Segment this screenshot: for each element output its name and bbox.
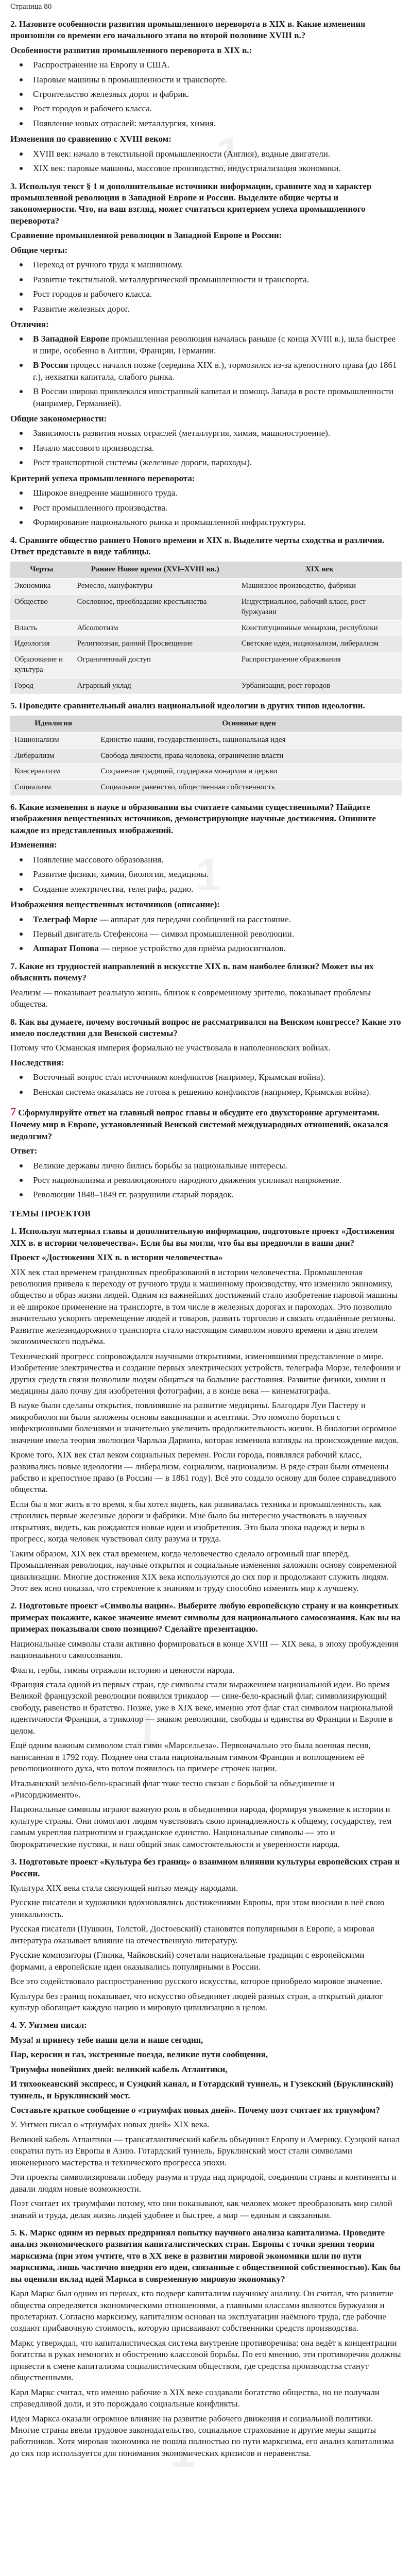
question-6 [10,802,402,955]
question-marker: 7 [10,1105,16,1118]
table-cell: Конституционные монархии, республики [237,620,402,636]
list-item: Переход от ручного труда к машинному. [10,259,402,270]
paragraph: Маркс утверждал, что капиталистическая система внутренне противоречива: она ведёт к концентрации богатства в руках немногих и обострению классовой борьбы. По его мнению, эти противоречия должны привести к смене капитализма социалистическим обществом, где средства производства станут общественными. [10,2337,401,2383]
list-item: Развитие железных дорог. [10,303,402,315]
section-heading: Особенности развития промышленного переворота в XIX в.: [10,45,252,55]
paragraph: Культура без границ показывает, что искусство объединяет людей разных стран, а открытый диалог культур обогащает каждую нацию и мировую цивилизацию в целом. [10,1991,383,2012]
question-5 [10,700,402,795]
question-4 [10,535,402,694]
page-number: Страница 80 [10,3,52,11]
list-item: Формирование национального рынка и промышленной инфраструктуры. [10,517,402,528]
question-text: 7. Какие из трудностей направлений в искусстве XIX в. вам наиболее близки? Может вы их объяснить почему? [10,961,374,983]
list-item: Начало массового производства. [10,443,402,454]
table-cell: Власть [10,620,73,636]
paragraph: Эти проекты символизировали победу разума и труда над природой, соединяли страны и континенты и давали людям новые возможности. [10,2172,397,2194]
list-item: Появление новых отраслей: металлургия, химия. [10,118,402,129]
body-text: промышленная революция началась раньше (с конца XVIII в.), шла быстрее и шире, особенно в Англии, Франции, Германии. [33,334,396,355]
list-item: Революции 1848–1849 гг. разрушили старый порядок. [10,1189,402,1200]
ideology-table [10,716,402,795]
consequences-list [10,1072,402,1098]
table-cell: Индустриальное, рабочий класс, рост буржуазии [237,595,402,621]
section-heading: Сравнение промышленной революции в Западной Европе и России: [10,230,282,241]
document-page [10,0,402,2478]
question-text: 2. Назовите особенности развития промышленного переворота в XIX в. Какие изменения произошли со времени его начального этапа во второй половине XVIII в.? [10,19,366,41]
images-list [10,914,402,955]
changes-list [10,854,402,895]
paragraph: Таким образом, XIX век стал временем, когда человечество сделало огромный шаг вперёд. Промышленная революция, научные открытия и социальные изменения заложили основу современной цивилизации. Многие достижения XIX века используются до сих пор и продолжают служить людям. Этот век ясно показал, что стремление к знаниям и труду способно изменить мир к лучшему. [10,1548,397,1593]
list-item: Паровые машины в промышленности и транспорте. [10,74,402,86]
projects-section [10,1208,402,2459]
quote-line: Муза! я принесу тебе наши цели и наше сегодня, [10,2035,203,2045]
answer-list [10,1160,402,1201]
question-text: 8. Как вы думаете, почему восточный вопрос не рассматривался на Венском конгрессе? Какие это имело последствия для Венской системы? [10,1016,401,1039]
table-cell: Единство нации, государственность, национальная идея [96,732,402,748]
common-list [10,259,402,315]
list-item: Зависимость развития новых отраслей (металлургия, химия, машиностроение). [10,428,402,439]
question-text-wrap [10,1104,402,1142]
paragraph: Русские писатели и художники вдохновлялись достижениями Европы, при этом вносили в неё свою уникальность. [10,1897,385,1919]
body-text: — первое устройство для приёма радиосигналов. [98,943,286,954]
comparison-table [10,562,402,693]
paragraph: Русские композиторы (Глинка, Чайковский) сочетали национальные традиции с европейскими формами, а европейские идеи оказывались популярными в России. [10,1950,365,1972]
section-heading: Ответ: [10,1146,38,1156]
list-item [10,333,402,357]
table-cell: Абсолютизм [73,620,237,636]
section-heading: Критерий успеха промышленного переворота: [10,473,195,483]
question-text: 3. Используя текст § 1 и дополнительные источники информации, сравните ход и характер промышленной революции в Западной Европе и России. Выделите общие черты и закономерности. Что, на ваш взгляд, может считаться критерием успеха промышленного переворота? [10,181,372,226]
table-cell: Социализм [10,780,96,795]
paragraph: Идеи Маркса оказали огромное влияние на развитие рабочего движения и социальной политики. Многие страны ввели трудовое законодательство, социальное страхование и другие меры защиты работников. Хотя мировая экономика не пошла полностью по пути марксизма, его анализ капитализма до сих пор используется для понимания экономических кризисов и неравенства. [10,2413,394,2458]
table-cell: Светские идеи, национализм, либерализм [237,636,402,652]
projects-heading: ТЕМЫ ПРОЕКТОВ [10,1208,91,1218]
question-text: 6. Какие изменения в науке и образовании вы считаете самыми существенными? Найдите изображения вещественных источников, демонстрирующие научные достижения. Опишите каждое из представленных изображений. [10,802,376,835]
feature-list [10,59,402,129]
table-cell: Ограниченный доступ [73,652,237,679]
table-row [10,678,402,693]
lead-text: В Западной Европе [33,334,109,344]
paragraph: Культура XIX века стала связующей нитью между народами. [10,1883,238,1893]
list-item: Рост промышленного производства. [10,502,402,514]
table-row [10,652,402,679]
question-3 [10,181,402,529]
table-cell: Ремесло, мануфактуры [73,579,237,595]
column-header: XIX век [237,562,402,578]
paragraph: Все это содействовало распространению русского искусства, которое приобрело мировое значение. [10,1976,383,1987]
lead-text: Телеграф Морзе [33,914,98,924]
list-item: Распространение на Европу и США. [10,59,402,71]
list-item [10,386,402,409]
question-2 [10,19,402,175]
main-chapter-question [10,1104,402,1201]
list-item [10,943,402,954]
table-cell: Экономика [10,579,73,595]
body-text: — аппарат для передачи сообщений на расстояние. [97,914,291,924]
list-item [10,360,402,383]
paragraph: Поэт считает их триумфами потому, что они показывают, как человек может преобразовать мир силой знаний и труда, делая жизнь людей удобнее и быстрее, а мир — единым и связанным. [10,2198,392,2220]
column-header: Идеология [10,716,96,732]
answer-text: Реализм — показывает реальную жизнь, близок к современному зрителю, показывает проблемы общества. [10,987,371,1009]
project-4-question: 4. У. Уитмен писал: [10,2020,87,2030]
question-text: 5. Проведите сравнительный анализ национальной идеологии в других типов идеологии. [10,700,365,710]
column-header: Черты [10,562,73,578]
column-header: Основные идеи [96,716,402,732]
paragraph: Ещё одним важным символом стал гимн «Марсельеза». Первоначально это была военная песня, написанная в 1792 году. Позднее она стала национальным гимном Франции и воплощением её революционного духа, что потом появилось на примере строчек нации. [10,1740,371,1774]
table-row [10,636,402,652]
paragraph: Итальянский зелёно-бело-красный флаг тоже тесно связан с борьбой за объединение и «Рисорджименто». [10,1778,335,1800]
project-2-question: 2. Подготовьте проект «Символы нации». Выберите любую европейскую страну и на конкретных примерах покажите, какое значение имеют символы для национального самосознания. Как вы на примерах показывали свою позицию? Сделайте презентацию. [10,1601,401,1634]
list-item [10,928,402,940]
body-text: процесс начался позже (середина XIX в.), тормозился из-за крепостного права (до 1861 г.), нехватки капитала, слабого рынка. [33,360,397,382]
table-cell: Аграрный уклад [73,678,237,693]
section-heading: Изменения: [10,840,57,850]
project-1-title: Проект «Достижения XIX в. в истории человечества» [10,1252,223,1263]
table-header-row [10,716,402,732]
quote-line: Составьте краткое сообщение о «триумфах новых дней». Почему поэт считает их триумфом? [10,2105,380,2115]
lead-text: Аппарат Попова [33,943,99,954]
watermark: 1 [134,1704,160,1755]
question-text: 4. Сравните общество раннего Нового времени и XIX в. Выделите черты сходства и различия. Ответ представьте в виде таблицы. [10,535,385,556]
quote-line: Триумфы новейших дней: великий кабель Атлантики, [10,2064,228,2074]
paragraph: Кроме того, XIX век стал веком социальных перемен. Росли города, появлялся рабочий класс, развивались новые идеологии — либерализм, социализм, национализм. В ряде стран были отменены рабство и крепостное право (в России — в 1861 году). Всё это создало основу для более справедливого общества. [10,1450,397,1495]
paragraph: XIX век стал временем грандиозных преобразований в истории человечества. Промышленная революция привела к переходу от ручного труда к машинному производству, что изменило экономику, общество и образ жизни людей. Одним из важнейших достижений стало изобретение паровой машины и её широкое применение на транспорте, в том числе в железных дорогах и пароходах. Это позволило значительно ускорить перемещение людей и товаров, развить торговлю и связать отдалённые регионы. Развитие железнодорожного транспорта стало настоящим символом нового времени и двигателем экономического подъёма. [10,1267,398,1347]
table-cell: Общество [10,595,73,621]
watermark: 1 [216,128,243,179]
watermark: 1 [170,2426,196,2477]
body-text: В России широко привлекался иностранный капитал и помощь Запада в росте промышленности (например, Германией). [33,386,394,408]
question-7-art [10,961,402,1010]
project-5-question: 5. К. Маркс одним из первых предпринял попытку научного анализа капитализма. Проведите анализ экономического развития капиталистических стран. Европы с точки зрения теории марксизма (при этом учтите, что в XX веке в развитии мировой экономики шли по пути марксизма, лишь частично внедряя его идеи, связанные с общественной собственностью). Как бы вы оценили вклад идей Маркса в современную мировую экономику? [10,2227,401,2284]
changes-list [10,148,402,175]
question-text: Сформулируйте ответ на главный вопрос главы и обсудите его двухсторонне аргументами. Почему мир в Европе, установленный Венской системой международных отношений, оказался недолгим? [10,1108,388,1141]
paragraph: Флаги, гербы, гимны отражали историю и ценности народа. [10,1665,235,1675]
list-item: XVIII век: начало в текстильной промышленности (Англия), водные двигатели. [10,148,402,160]
table-cell: Свобода личности, права человека, ограничение власти [96,748,402,764]
laws-list [10,428,402,468]
list-item: Развитие физики, химии, биологии, медицины. [10,869,402,880]
paragraph: Национальные символы играют важную роль в объединении народа, формируя уважение к истории и культуре страны. Они помогают людям чувствовать свою принадлежность к общему, государству, тем самым укрепляя патриотизм и гражданское единство. Национальные символы — это и бюрократические пустяки, и наш общий знак самостоятельности и уверенности народа. [10,1804,392,1849]
list-item: Рост городов и рабочего класса. [10,289,402,300]
paragraph: Великий кабель Атлантики — трансатлантический кабель объединил Европу и Америку. Суэцкий канал сократил путь из Европы в Азию. Готардский туннель, Бруклинский мост стали символами инженерного мастерства и технического прогресса эпохи. [10,2134,400,2167]
table-cell: Социальное равенство, общественная собственность [96,780,402,795]
quote-line: И тихоокеанский экспресс, и Суэцкий канал, и Готардский туннель, и Гузекский (Бруклинский) туннель, и Бруклинский мост. [10,2079,393,2100]
project-1-question: 1. Используя материал главы и дополнительную информацию, подготовьте проект «Достижения XIX в. в истории человечества». Если бы вы могли, что бы вы предпочли в ваши дни? [10,1226,394,1248]
list-item: Венская система оказалась не готова к решению конфликтов (например, Крымская война). [10,1087,402,1098]
paragraph: Русская писатели (Пушкин, Толстой, Достоевский) становятся популярными в Европе, а мировая литература оказывает влияние на отечественную литературу. [10,1924,374,1945]
body-text: Первый двигатель Стефенсона — символ промышленной революции. [33,928,294,939]
list-item: Широкое внедрение машинного труда. [10,487,402,499]
list-item: Рост национализма и революционного народного движения усиливал напряжение. [10,1175,402,1186]
paragraph: Если бы я мог жить в то время, я бы хотел видеть, как развивалась техника и промышленность, как строились первые железные дороги и фабрики. Мне было бы интересно участвовать в научных открытиях, видеть, как рождаются новые идеи и изобретения. Это была эпоха надежд и веры в прогресс, когда человек чувствовал силу разума и труда. [10,1499,382,1544]
section-heading: Общие черты: [10,245,68,255]
project-3-question: 3. Подготовьте проект «Культура без границ» о взаимном влиянии культуры европейских стран и России. [10,1857,400,1878]
table-row [10,579,402,595]
table-cell: Сохранение традиций, поддержка монархии и церкви [96,764,402,780]
paragraph: Франция стала одной из первых стран, где символы стали выражением национальной идеи. Во время Великой французской революции появился триколор — сине-бело-красный флаг, символизирующий свободу, равенство и братство. Позже, уже в XIX веке, именно этот флаг стал символом национальной идентичности Франции, а триколор — знаком революции, свободы и единства во Франции и Европе в целом. [10,1680,393,1736]
table-row [10,732,402,748]
list-item: Строительство железных дорог и фабрик. [10,89,402,100]
list-item: Развитие текстильной, металлургической промышленности и транспорта. [10,274,402,285]
list-item: Восточный вопрос стал источником конфликтов (например, Крымская война). [10,1072,402,1083]
diff-list [10,333,402,409]
paragraph: Национальные символы стали активно формироваться в конце XVIII — XIX века, в эпоху пробуждения национального самосознания. [10,1638,399,1660]
table-row [10,595,402,621]
table-cell: Урбанизация, рост городов [237,678,402,693]
table-cell: Религиозная, ранний Просвещение [73,636,237,652]
table-cell: Сословное, преобладание крестьянства [73,595,237,621]
paragraph: У. Уитмен писал о «триумфах новых дней» XIX века. [10,2120,210,2130]
section-heading: Последствия: [10,1057,64,1067]
table-cell: Идеология [10,636,73,652]
list-item: Создание электричества, телеграфа, радио. [10,884,402,895]
table-cell: Консерватизм [10,764,96,780]
table-row [10,620,402,636]
column-header: Раннее Новое время (XVI–XVIII вв.) [73,562,237,578]
table-row [10,764,402,780]
list-item: Рост транспортной системы (железные дороги, пароходы). [10,457,402,468]
paragraph: Карл Маркс считал, что именно рабочие в XIX веке создавали богатство общества, но не получали справедливой доли, и это порождало социальные конфликты. [10,2387,380,2409]
section-heading: Отличия: [10,319,49,329]
table-cell: Машинное производство, фабрики [237,579,402,595]
paragraph: Технический прогресс сопровождался научными открытиями, изменившими представление о мире. Изобретение электричества и создание первых электрических устройств, телеграфа Морзе, телефонии и других средств связи позволили людям общаться на большие расстояния. Развитие физики, химии и медицины дало почву для изобретения фотографии, а в конце века — кинематографа. [10,1351,401,1396]
list-item: XIX век: паровые машины, массовое производство, индустриализация экономики. [10,163,402,174]
section-heading: Изменения по сравнению с XVIII веком: [10,134,171,144]
list-item: Великие державы лично бились борьбы за национальные интересы. [10,1160,402,1172]
lead-text: В России [33,360,68,370]
paragraph: В науке были сделаны открытия, повлиявшие на развитие медицины. Благодаря Луи Пастеру и микробиологии были заложены основы вакцинации и асептики. Это помогло бороться с инфекционными болезнями и значительно увеличить продолжительность жизни. В биологии огромное значение имела теория эволюции Чарльза Дарвина, которая изменила взгляды на происхождение видов. [10,1400,399,1445]
table-row [10,748,402,764]
list-item: Появление массового образования. [10,854,402,866]
table-cell: Либерализм [10,748,96,764]
watermark: 1 [196,849,222,900]
list-item: Рост городов и рабочего класса. [10,103,402,114]
section-heading: Общие закономерности: [10,414,107,424]
list-item [10,914,402,925]
table-cell: Город [10,678,73,693]
criteria-list [10,487,402,528]
quote-line: Пар, керосин и газ, экстренные поезда, великие пути сообщения, [10,2049,268,2060]
table-cell: Национализм [10,732,96,748]
answer-text: Потому что Османская империя формально не участвовала в наполеоновских войнах. [10,1043,331,1053]
section-heading: Изображения вещественных источников (описание): [10,900,220,910]
question-8 [10,1016,402,1098]
paragraph: Карл Маркс был одним из первых, кто подверг капитализм научному анализу. Он считал, что развитие общества определяется экономическими отношениями, а главными классами являются буржуазия и пролетариат. Согласно марксизму, капитализм основан на эксплуатации наёмного труда, где рабочие создают прибавочную стоимость, которую присваивают собственники средств производства. [10,2289,394,2333]
table-cell: Распространение образования [237,652,402,679]
table-header-row [10,562,402,578]
table-row [10,780,402,795]
table-cell: Образование и культура [10,652,73,679]
